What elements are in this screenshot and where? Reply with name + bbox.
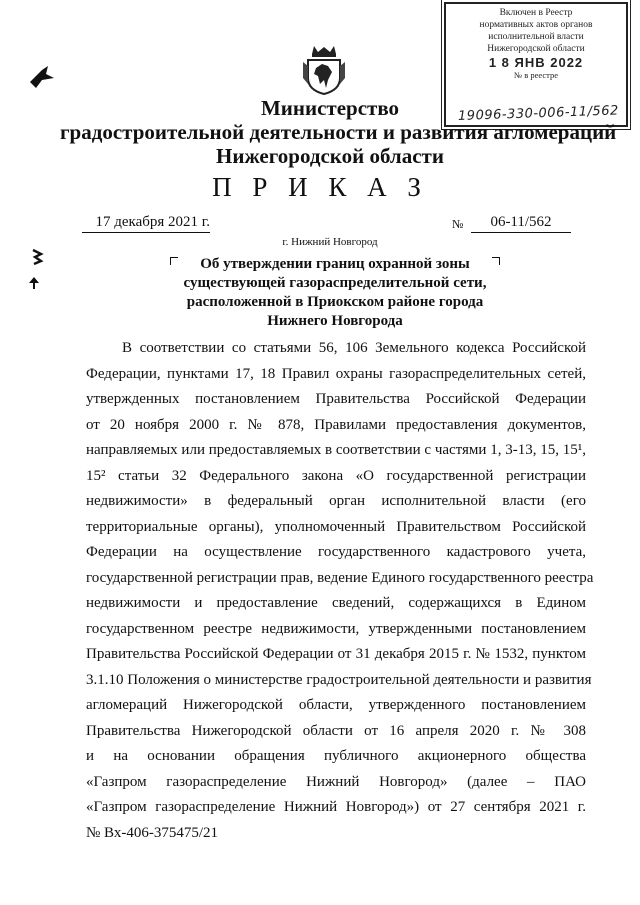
stamp-line: нормативных актов органов: [479, 20, 593, 30]
body-line: Правительства Российской Федерации от 31 декабря 2015 г. № 1532, пунктом: [86, 646, 586, 662]
subject-line: Об утверждении границ охранной зоны: [200, 256, 470, 272]
body-line: территориальные органы), уполномоченный Правительством Российской: [86, 518, 586, 535]
subject-line: Нижнего Новгорода: [267, 313, 403, 329]
body-line: Правительства Нижегородской области от 16 апреля 2020 г. № 308: [86, 722, 586, 739]
body-line: «Газпром газораспределение Нижний Новгород») от 27 сентября 2021 г.: [86, 799, 586, 815]
document-type-title: П Р И К А З: [212, 172, 428, 202]
margin-mark-icon: [30, 248, 44, 266]
body-line: Федерации на осуществление государственного кадастрового учета,: [86, 544, 586, 560]
corner-bracket-icon: [170, 257, 178, 265]
body-line: недвижимости и предоставление сведений, содержащихся в Едином: [86, 595, 586, 611]
corner-bracket-icon: [492, 257, 500, 265]
stamp-line: Нижегородской области: [487, 44, 585, 54]
body-line: недвижимости» в федеральный орган исполнительной власти (его: [86, 493, 586, 509]
body-line: В соответствии со статьями 56, 106 Земельного кодекса Российской: [122, 340, 586, 356]
coat-of-arms-icon: [302, 44, 346, 96]
body-line: и на основании обращения публичного акционерного общества: [86, 748, 586, 764]
number-sign: №: [452, 217, 464, 231]
stamp-registry-label: № в реестре: [514, 70, 558, 80]
body-line: государственном реестре недвижимости, утвержденными постановлением: [86, 620, 586, 637]
body-line: утвержденных постановлением Правительства Российской Федерации: [86, 391, 586, 407]
body-paragraph: [86, 336, 594, 846]
stamp-date: 1 8 ЯНВ 2022: [488, 55, 584, 70]
ministry-region: Нижегородской области: [216, 144, 444, 168]
order-subject: [170, 255, 500, 331]
margin-mark-icon: [28, 276, 40, 290]
ministry-name: Министерство: [260, 96, 400, 120]
ministry-name: градостроительной деятельности и развития агломераций: [60, 120, 617, 144]
stamp-line: Включен в Реестр: [499, 8, 573, 18]
body-line: 3.1.10 Положения о министерстве градостроительной деятельности и развития: [86, 671, 592, 688]
body-line: «Газпром газораспределение Нижний Новгород» (далее – ПАО: [86, 773, 586, 790]
body-line: № Вх-406-375475/21: [86, 824, 219, 841]
order-date: 17 декабря 2021 г.: [82, 214, 210, 233]
stamp-registry-number: 19096-330-006-11/562: [457, 103, 619, 124]
margin-mark-icon: [28, 64, 58, 90]
body-line: направляемых или предоставляемых в соответствии с частями 1, 3-13, 15, 15¹,: [86, 442, 586, 458]
subject-line: расположенной в Приокском районе города: [186, 294, 484, 310]
body-line: 15² статьи 32 Федерального закона «О государственной регистрации: [86, 467, 586, 484]
body-line: Федерации, пунктами 17, 18 Правил охраны газораспределительных сетей,: [86, 365, 586, 382]
body-line: от 20 ноября 2000 г. № 878, Правилами предоставления документов,: [86, 416, 586, 433]
subject-line: существующей газораспределительной сети,: [183, 275, 487, 291]
body-line: государственной регистрации прав, ведение Единого государственного реестра: [86, 569, 594, 586]
order-number: 06-11/562: [471, 214, 571, 233]
city-name: г. Нижний Новгород: [282, 236, 378, 248]
body-line: агломераций Нижегородской области, утвержденного постановлением: [86, 697, 586, 713]
stamp-line: исполнительной власти: [488, 32, 584, 42]
